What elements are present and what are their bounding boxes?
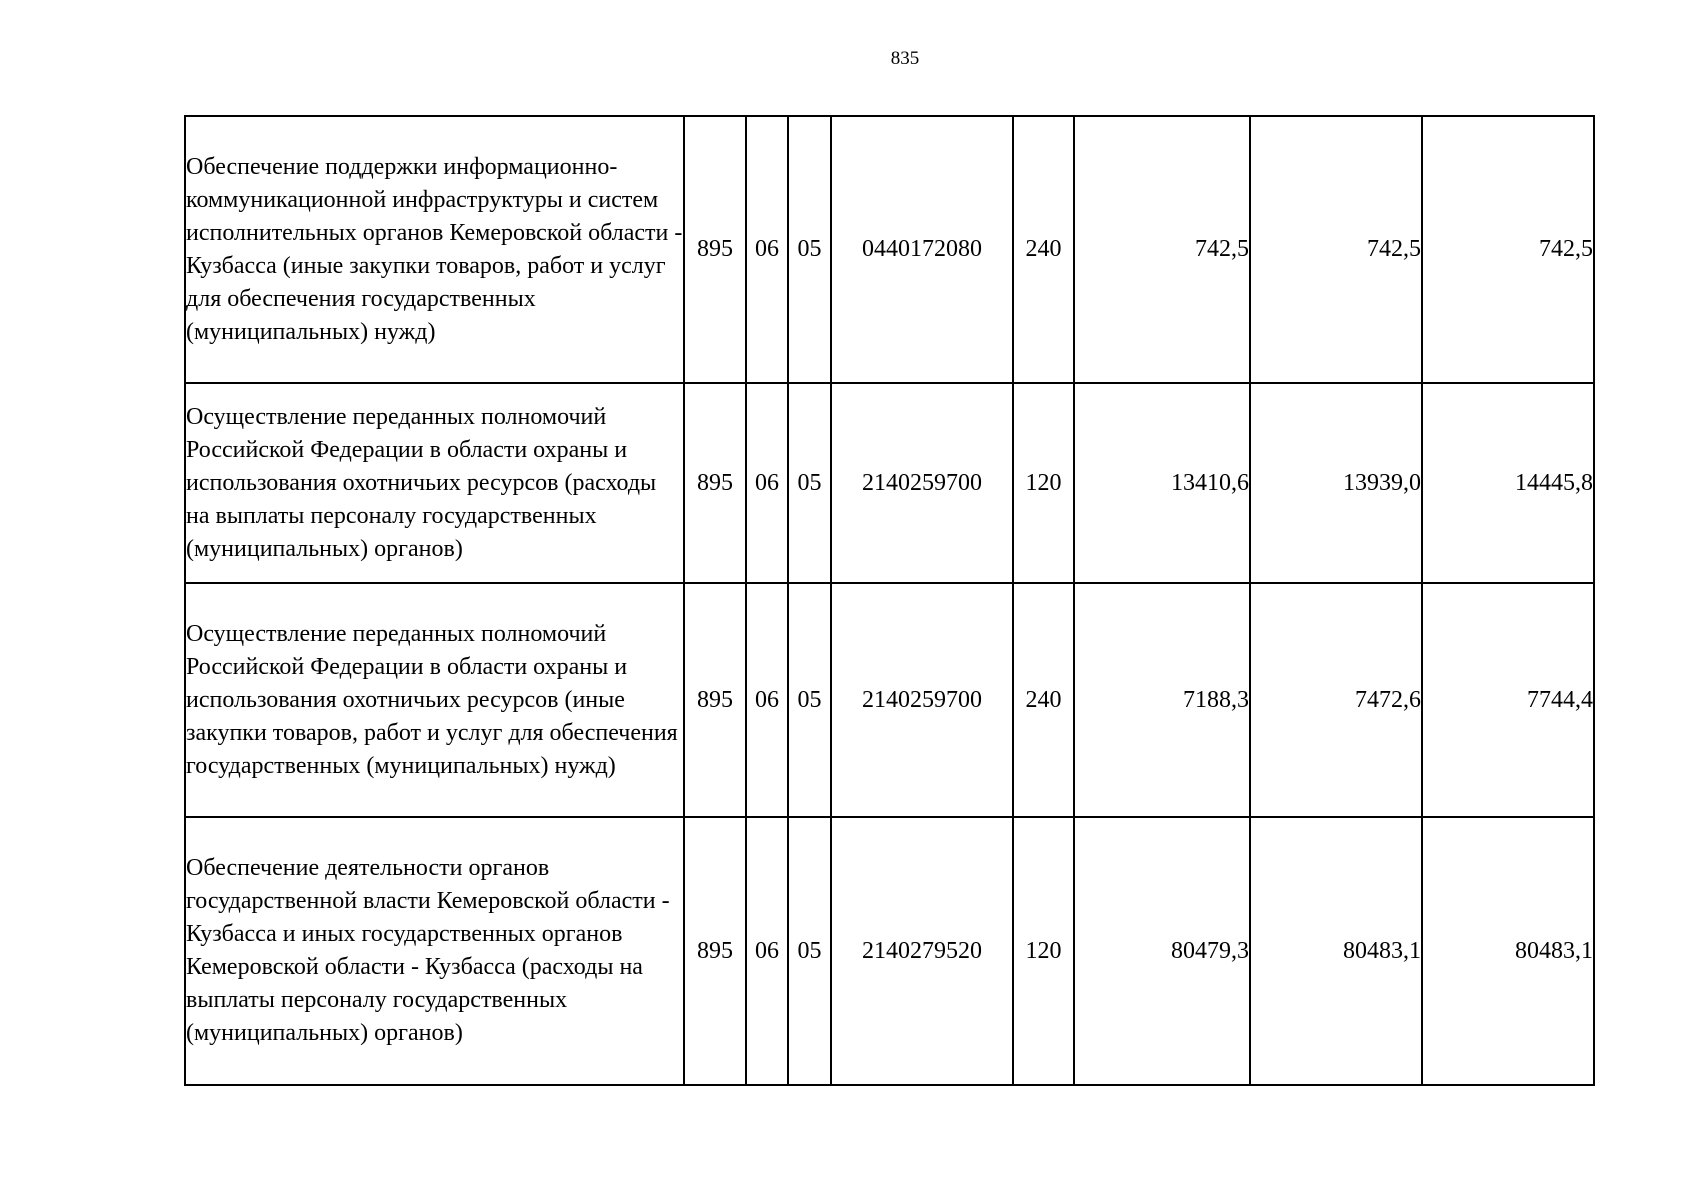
target-article-code: 0440172080 (831, 116, 1013, 383)
subsection-code: 05 (788, 116, 831, 383)
budget-table (184, 115, 1595, 1086)
row-description: Осуществление переданных полномочий Российской Федерации в области охраны и использования охотничьих ресурсов (иные закупки товаров, работ и услуг для обеспечения государственных (муниципальных) нужд) (185, 583, 684, 817)
expense-type-code: 240 (1013, 116, 1074, 383)
amount-year-2: 13939,0 (1250, 383, 1422, 583)
amount-year-3: 742,5 (1422, 116, 1594, 383)
target-article-code: 2140279520 (831, 817, 1013, 1085)
amount-year-1: 80479,3 (1074, 817, 1250, 1085)
row-description: Обеспечение поддержки информационно-коммуникационной инфраструктуры и систем исполнительных органов Кемеровской области - Кузбасса (иные закупки товаров, работ и услуг для обеспечения государственных (муниципальных) нужд) (185, 116, 684, 383)
table-row (185, 383, 1594, 583)
amount-year-3: 7744,4 (1422, 583, 1594, 817)
row-description: Обеспечение деятельности органов государственной власти Кемеровской области - Кузбасса и иных государственных органов Кемеровской области - Кузбасса (расходы на выплаты персоналу государственных (муниципальных) органов) (185, 817, 684, 1085)
subsection-code: 05 (788, 817, 831, 1085)
section-code: 06 (746, 817, 788, 1085)
row-description: Осуществление переданных полномочий Российской Федерации в области охраны и использования охотничьих ресурсов (расходы на выплаты персоналу государственных (муниципальных) органов) (185, 383, 684, 583)
ministry-code: 895 (684, 817, 746, 1085)
section-code: 06 (746, 583, 788, 817)
ministry-code: 895 (684, 383, 746, 583)
amount-year-2: 7472,6 (1250, 583, 1422, 817)
table-row (185, 116, 1594, 383)
expense-type-code: 120 (1013, 817, 1074, 1085)
subsection-code: 05 (788, 583, 831, 817)
expense-type-code: 240 (1013, 583, 1074, 817)
ministry-code: 895 (684, 583, 746, 817)
amount-year-1: 742,5 (1074, 116, 1250, 383)
expense-type-code: 120 (1013, 383, 1074, 583)
ministry-code: 895 (684, 116, 746, 383)
subsection-code: 05 (788, 383, 831, 583)
section-code: 06 (746, 383, 788, 583)
table-row (185, 817, 1594, 1085)
amount-year-3: 80483,1 (1422, 817, 1594, 1085)
amount-year-1: 13410,6 (1074, 383, 1250, 583)
page-number: 835 (890, 48, 920, 69)
amount-year-2: 742,5 (1250, 116, 1422, 383)
target-article-code: 2140259700 (831, 583, 1013, 817)
target-article-code: 2140259700 (831, 383, 1013, 583)
section-code: 06 (746, 116, 788, 383)
amount-year-2: 80483,1 (1250, 817, 1422, 1085)
table-row (185, 583, 1594, 817)
amount-year-3: 14445,8 (1422, 383, 1594, 583)
amount-year-1: 7188,3 (1074, 583, 1250, 817)
